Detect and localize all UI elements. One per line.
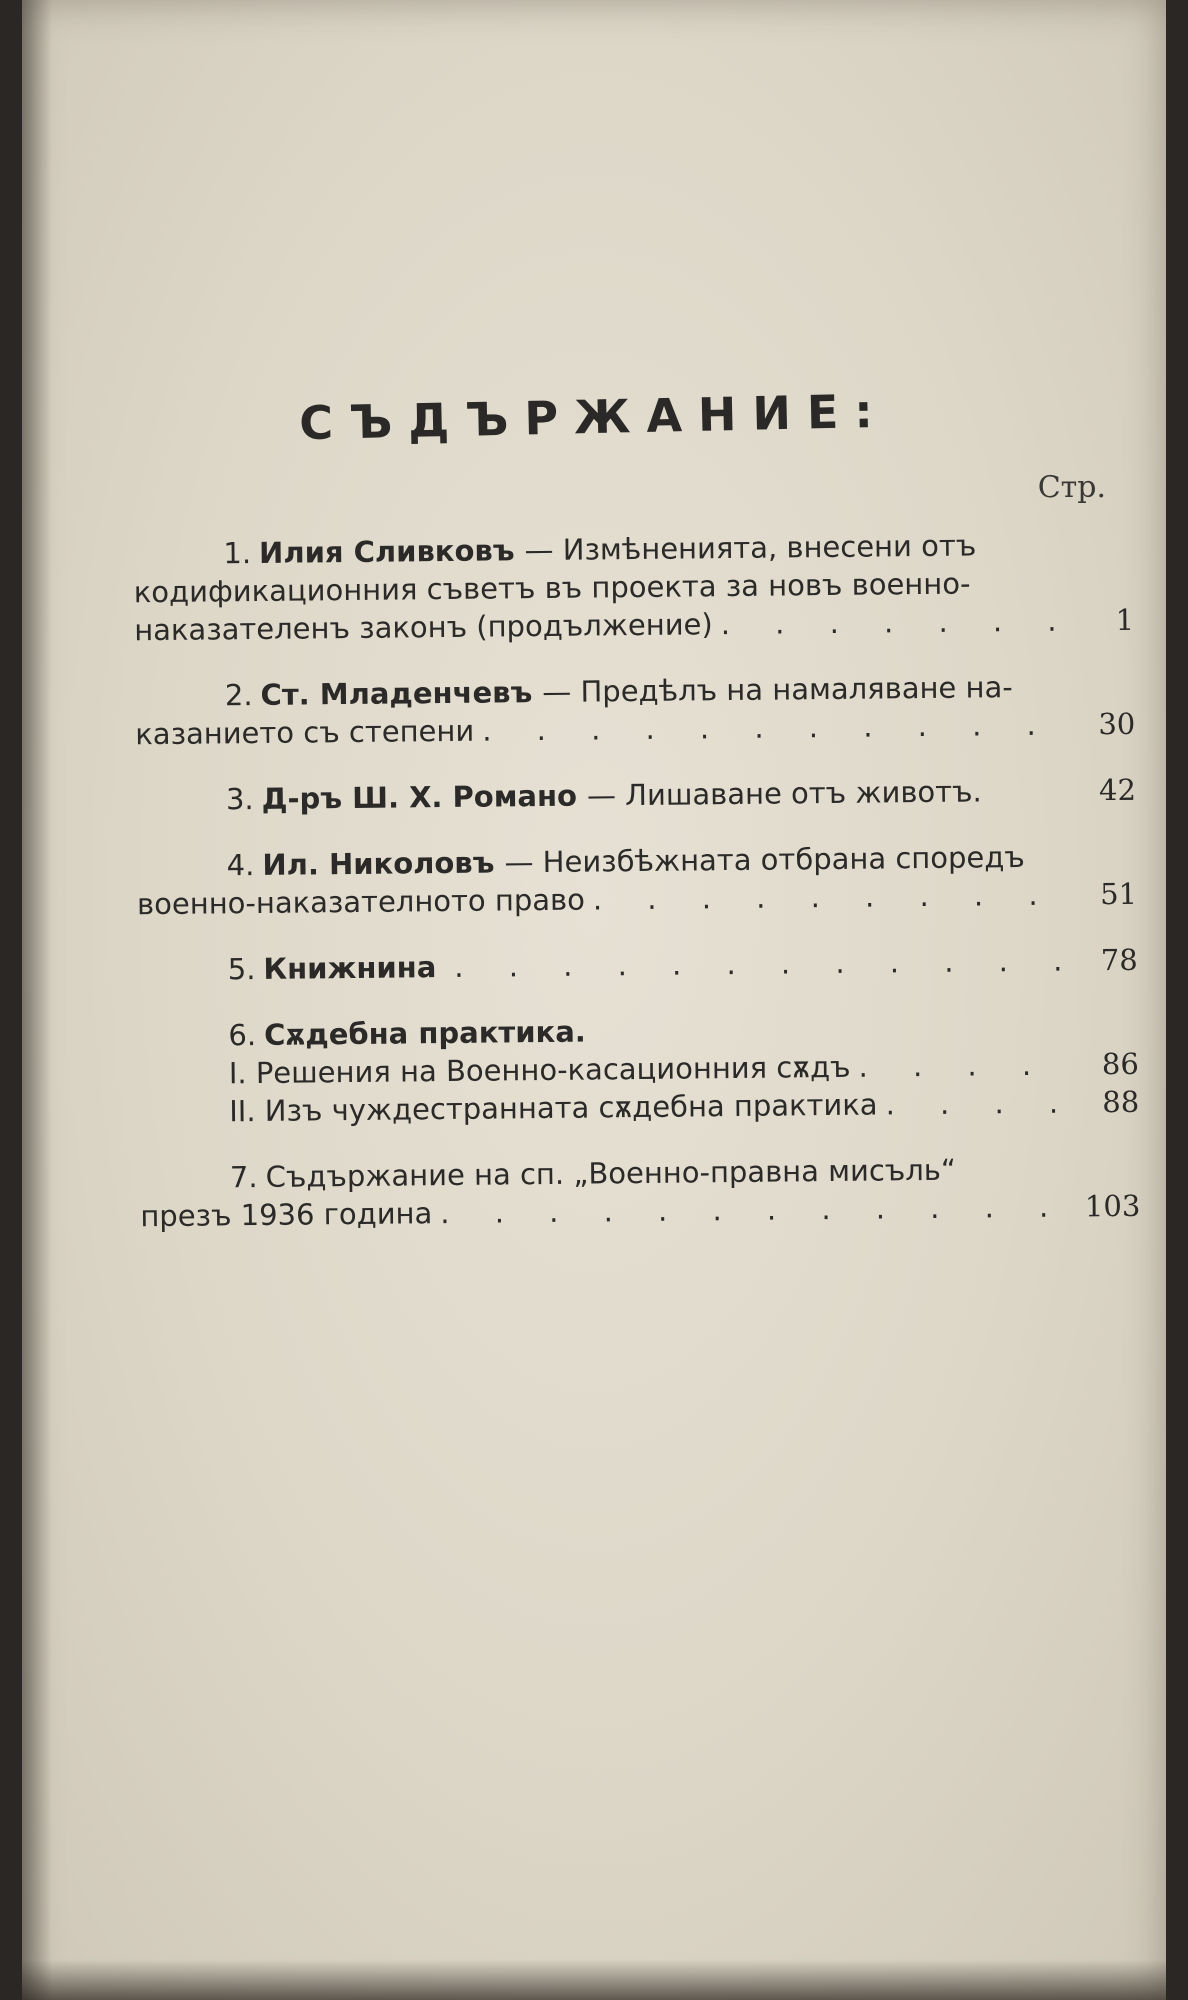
leader-dots	[593, 875, 1068, 918]
subentry-page: 88	[1102, 1084, 1140, 1120]
entry-title: — Лишаване отъ животъ.	[586, 774, 982, 813]
entry-title-continued: казанието съ степени	[135, 713, 475, 752]
toc-entry-2	[135, 667, 1136, 753]
entry-number: 5.	[227, 952, 256, 987]
entry-page: 42	[1098, 772, 1137, 808]
entry-number: 2.	[224, 678, 253, 713]
entry-title-continued: презъ 1936 година	[140, 1196, 433, 1234]
entry-author: Д-ръ Ш. Х. Романо	[261, 778, 578, 816]
page-title: СЪДЪРЖАНИЕ:	[298, 383, 890, 451]
entry-title-continued: наказателенъ законъ (продължение)	[134, 607, 713, 648]
entry-author: Сѫдебна практика.	[263, 1014, 586, 1052]
toc-entry-7	[140, 1149, 1141, 1235]
entry-number: 1.	[223, 536, 252, 571]
toc-entry-3	[136, 771, 1136, 819]
entry-title-continued: военно-наказателното право	[136, 882, 586, 922]
entry-title-continued: кодификационния съветъ въ проекта за новъ военно-	[133, 566, 971, 610]
entry-page: 51	[1099, 876, 1138, 912]
leader-dots	[885, 1083, 1069, 1123]
entry-number: 7.	[229, 1159, 258, 1195]
entry-author: Книжнина	[263, 950, 437, 986]
entry-title: Съдържание на сп. „Военно-правна мисъль“	[265, 1152, 957, 1194]
page-column-label: Стр.	[1037, 470, 1106, 505]
entry-number: 4.	[226, 848, 255, 883]
toc-entry-4	[136, 837, 1137, 923]
subentry-label: I. Решения на Военно-касационния сѫдъ	[228, 1049, 851, 1091]
entry-author: Ил. Николовъ	[262, 845, 495, 882]
toc-entry-5	[138, 941, 1138, 989]
leader-dots	[454, 941, 1068, 985]
entry-page: 103	[1084, 1188, 1141, 1224]
entry-author: Илия Сливковъ	[258, 533, 515, 570]
leader-dots	[482, 706, 1065, 750]
leader-dots	[440, 1187, 1070, 1232]
toc-entry-1	[133, 525, 1134, 649]
subentry-page: 86	[1101, 1046, 1139, 1082]
book-page	[22, 0, 1166, 2000]
spine-shadow	[22, 0, 52, 2000]
entry-title: — Неизбѣжната отбрана споредъ	[504, 839, 1025, 880]
entry-number: 6.	[228, 1017, 257, 1053]
entry-number: 3.	[225, 782, 254, 817]
subentry-label: II. Изъ чуждестранната сѫдебна практика	[229, 1087, 878, 1129]
entry-title: — Предѣлъ на намаляване на-	[542, 670, 1013, 709]
leader-dots	[858, 1045, 1069, 1085]
table-of-contents	[133, 525, 1141, 1263]
entry-title: — Измѣненията, внесени отъ	[524, 528, 977, 568]
entry-author: Ст. Младенчевъ	[260, 675, 533, 712]
leader-dots	[721, 602, 1065, 644]
toc-entry-6	[138, 1007, 1139, 1131]
entry-page: 1	[1115, 602, 1135, 637]
entry-page: 30	[1098, 706, 1136, 742]
entry-page: 78	[1100, 942, 1138, 978]
page-edge-shadow	[22, 1960, 1166, 2000]
